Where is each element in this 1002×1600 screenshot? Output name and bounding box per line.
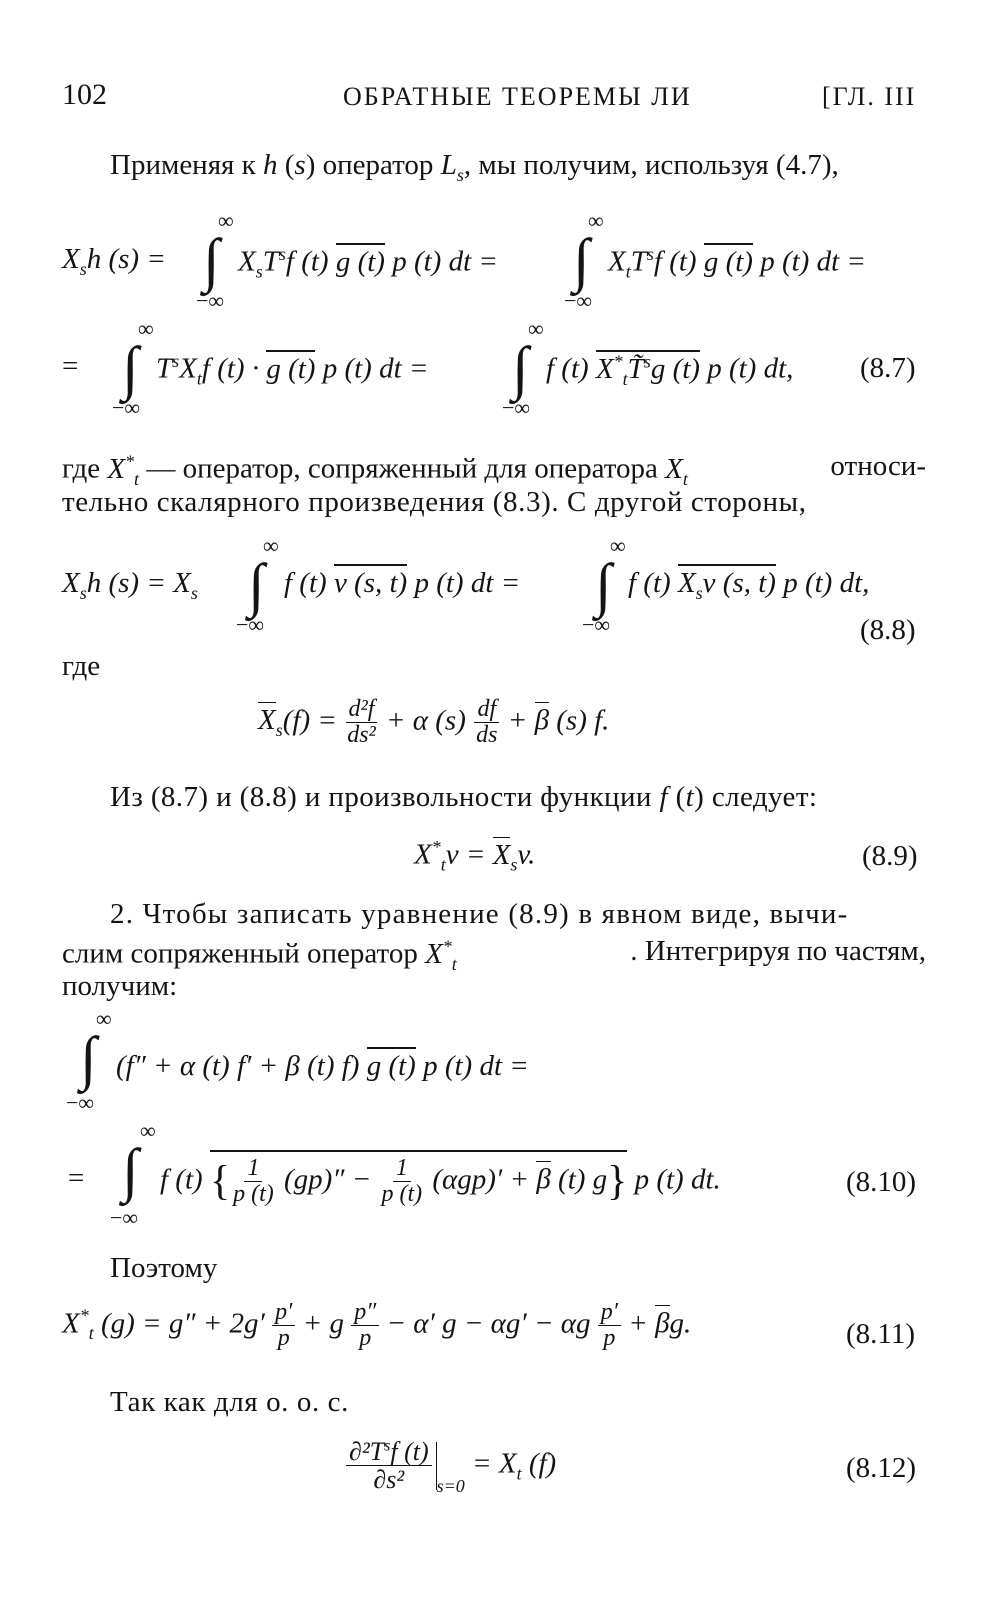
paragraph-1: Применяя к h (s) оператор $L_s$, мы получим, используя (4.7), xyxy=(110,149,839,185)
page-number: 102 xyxy=(62,78,107,111)
paragraph-4-line-1: 2. Чтобы записать уравнение (8.9) в явном виде, вычи- xyxy=(110,898,849,930)
paragraph-4-line-3: получим: xyxy=(62,970,178,1002)
equation-8-11: $X^*_t$ (g) = g″ + 2g′ $\frac{p'}{p}$ + g $\frac{p''}{p}$ − α′ g − αg′ − αg $\frac{p'}{p}$ + βg. xyxy=(62,1299,692,1352)
equation-number-8-12: (8.12) xyxy=(846,1452,917,1484)
equation-number-8-8: (8.8) xyxy=(860,614,916,646)
paragraph-2-line-1: где $X^*_t$ — оператор, сопряженный для оператора $X_t$ относи- xyxy=(62,450,926,489)
chapter-label: [ГЛ. III xyxy=(822,82,917,111)
book-page: 102 ОБРАТНЫЕ ТЕОРЕМЫ ЛИ [ГЛ. III Применяя к h (s) оператор $L_s$, мы получим, используя (4.7), ∞ −∞ ∞ −∞ ∫ ∫ $X_sh$ (s) = $X_sT^sf$ (t) g (t) p (t) dt = $X_tT^sf$ (t) g (t) p (t) dt = ∞ −∞ ∞ −∞ ∫ ∫ = $T^sX_tf$ (t) · g (t) p (t) dt = f (t) $X^*_tT̃^sg$ (t) p (t) dt, (8.7) где $X^*_t$ — оператор, сопряженный для оператора $X_t$ относи- тельно скалярного произведения (8.3). С другой стороны, ∞ −∞ ∞ −∞ ∫ ∫ $X_sh$ $(s) = X_s$ f (t) v (s, t) p (t) dt = f (t) $X_sv$ (s, t) p (t) dt, (8.8) где $X_s(f)$ = $\frac{\text{d²f}}{\text{ds²}}$ + α (s) $\frac{df}{ds}$ + β (s) f. Из (8.7) и (8.8) и произвольности функции f (t) следует: $X^*_tv = X_sv$. (8.9) 2. Чтобы записать уравнение (8.9) в явном виде, вычи- слим сопряженный оператор $X^*_t$ . Интегрируя по частям, получим: ∞ −∞ ∫ (f″ + α (t) f′ + β (t) f) g (t) p (t) dt = ∞ −∞ ∫ = f (t) { $\frac{1}{p (t)}$ (gp)″ − $\frac{1}{p (t)}$ (αgp)′ + β (t) g} p (t) dt. (8.10) Поэтому $X^*_t$ (g) = g″ + 2g′ $\frac{p'}{p}$ + g $\frac{p''}{p}$ − α′ g − αg′ − αg $\frac{p'}{p}$ + βg. (8.11) Так как для о. о. с. $\frac{\partial^2T^sf (t)}{\text{∂s²}}$ $_{s=0} = X_t$ (f) (8.12) xyxy=(62,78,926,1497)
word-gde: где xyxy=(62,650,101,682)
paragraph-2-line-2: тельно скалярного произведения (8.3). С другой стороны, xyxy=(62,486,807,518)
paragraph-5: Так как для о. о. с. xyxy=(110,1386,350,1418)
word-poetomu: Поэтому xyxy=(110,1252,218,1284)
equation-number-8-7: (8.7) xyxy=(860,352,916,384)
equation-8-12: $\frac{\partial^2T^sf (t)}{\text{∂s²}}$ $_{s=0} = X_t$ (f) xyxy=(346,1438,556,1494)
paragraph-3: Из (8.7) и (8.8) и произвольности функции f (t) следует: xyxy=(110,781,818,813)
equation-number-8-11: (8.11) xyxy=(846,1318,915,1350)
equation-number-8-10: (8.10) xyxy=(846,1166,917,1198)
equation-xbar-s: $X_s(f)$ = $\frac{\text{d²f}}{\text{ds²}}$ + α (s) $\frac{df}{ds}$ + β (s) f. xyxy=(258,696,610,749)
paragraph-4-line-2: слим сопряженный оператор $X^*_t$ . Интегрируя по частям, xyxy=(62,935,926,974)
equation-8-9: $X^*_tv = X_sv$. xyxy=(414,837,536,875)
equation-number-8-9: (8.9) xyxy=(862,840,918,872)
running-title: ОБРАТНЫЕ ТЕОРЕМЫ ЛИ xyxy=(343,82,692,111)
